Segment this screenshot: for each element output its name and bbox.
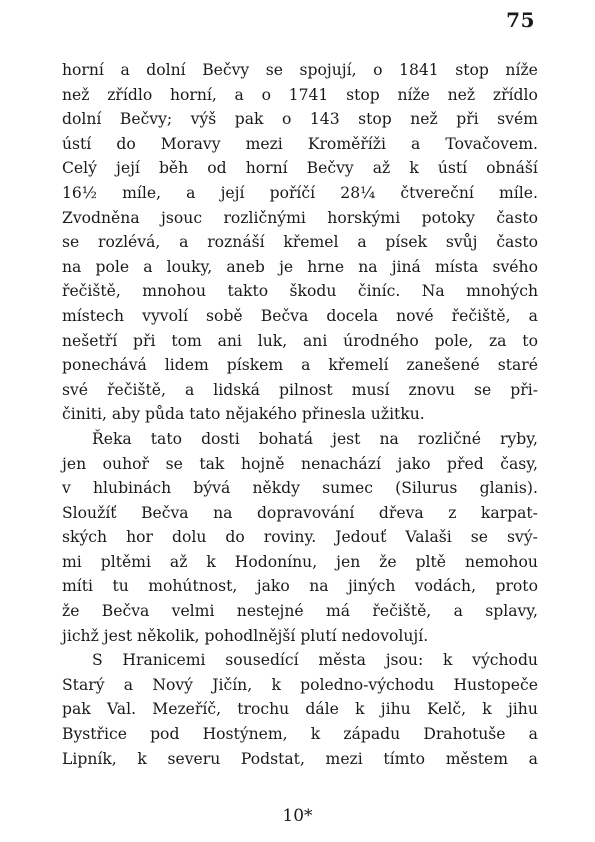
text-line: než zřídlo horní, a o 1741 stop níže než zřídlo — [62, 85, 538, 104]
text-line: ských hor dolu do roviny. Jedouť Valaši se svý- — [62, 528, 538, 547]
text-line: své řečiště, a lidská pilnost musí znovu se při- — [62, 380, 538, 399]
text-line: Celý její běh od horní Bečvy až k ústí obnáší — [62, 159, 538, 178]
body-text — [62, 58, 538, 771]
signature-mark: 10* — [282, 806, 313, 826]
text-line: 16½ míle, a její poříčí 28¼ čtvereční míle. — [62, 183, 538, 202]
text-line: místech vyvolí sobě Bečva docela nové řečiště, a — [62, 306, 538, 325]
text-line: že Bečva velmi nestejné má řečiště, a splavy, — [62, 602, 538, 621]
text-line: v hlubinách bývá někdy sumec (Silurus glanis). — [62, 479, 538, 498]
text-line: dolní Bečvy; výš pak o 143 stop než při svém — [62, 110, 538, 129]
text-line: Řeka tato dosti bohatá jest na rozličné ryby, — [92, 429, 538, 448]
text-line: horní a dolní Bečvy se spojují, o 1841 stop níže — [62, 61, 538, 79]
text-line: na pole a louky, aneb je hrne na jiná místa svého — [62, 257, 538, 276]
text-line: jen ouhoř se tak hojně nenachází jako před časy, — [62, 454, 538, 473]
text-line: S Hranicemi sousedící města jsou: k východu — [92, 651, 538, 670]
text-line: Starý a Nový Jičín, k poledno-východu Hustopeče — [62, 675, 538, 694]
text-line: činiti, aby půda tato nějakého přinesla užitku. — [62, 405, 425, 424]
text-line: jichž jest několik, pohodlnější plutí nedovolují. — [62, 626, 429, 645]
text-line: se rozlévá, a roznáší křemel a písek svůj často — [62, 233, 538, 252]
text-line: Zvodněna jsouc rozličnými horskými potoky často — [62, 208, 538, 227]
text-line: Bystřice pod Hostýnem, k západu Drahotuše a — [62, 725, 538, 744]
text-line: řečiště, mnohou takto škodu činíc. Na mnohých — [62, 282, 538, 301]
text-line: pak Val. Mezeříč, trochu dále k jihu Kelč, k jihu — [62, 700, 538, 719]
page-number: 75 — [506, 8, 535, 32]
text-line: Sloužíť Bečva na dopravování dřeva z karpat- — [62, 503, 538, 522]
text-line: míti tu mohútnost, jako na jiných vodách, proto — [62, 577, 538, 596]
text-line: mi pltěmi až k Hodonínu, jen že pltě nemohou — [62, 552, 538, 571]
text-line: Lipník, k severu Podstat, mezi tímto městem a — [62, 749, 538, 768]
text-line: nešetří při tom ani luk, ani úrodného pole, za to — [62, 331, 538, 350]
text-line: ponechává lidem pískem a křemelí zanešené staré — [62, 356, 538, 375]
text-line: ústí do Moravy mezi Kroměříži a Tovačovem. — [62, 134, 538, 153]
